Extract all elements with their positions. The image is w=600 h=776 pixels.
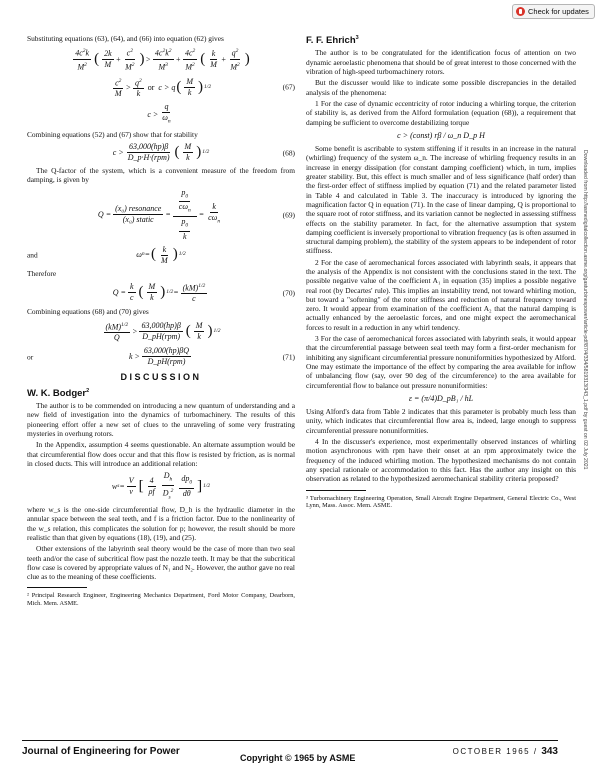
ehrich-para-4: Using Alford's data from Table 2 indicates that this parameter is probably much less than unity, which indicates that circumferential flow area is, indeed, large enough to suppress circumferential pressure nonuniformities. [306, 407, 576, 435]
check-for-updates-button[interactable] [512, 4, 595, 19]
equation-67: $\frac{c^2}{M}$ > $\frac{q^2}{k}$ or c > q ( $\frac{M}{k}$ ) 1/2 (67) [114, 76, 295, 99]
update-icon [516, 7, 525, 16]
author-ehrich: F. F. Ehrich$^3$ [306, 35, 359, 47]
bodger-para-3: where w_s is the one-side circumferential flow, D_h is the hydraulic diameter in the annular space between the seal teeth, and f is a friction factor. Due to the nonlinearity of the w_s relation, this complicates the solution for p; however, the result should be more realistic than that given by equations (18), (19), and (25). [27, 505, 295, 542]
copyright-notice: Copyright © 1965 by ASME [240, 753, 356, 763]
footnote-ehrich: ³ Turbomachinery Engineering Operation, Small Aircraft Engine Department, General Electric Co., West Lynn, Mass. Assoc. Mem. ASME. [306, 494, 576, 510]
equation-69: Q = $\frac{\text{(x₀) resonance}}{\text{(x₀) static}}$ = $\frac{\frac{p_0}{c\omega_n}}{\frac{p_0}{k}}$ = $\frac{k}{c\omega_n}$ (69) [97, 187, 295, 241]
download-sidenote: Downloaded from http://asmedigitalcollection.asme.org/gasturbinespower/article-pdf/87/4/334/5819313/343_1.pdf by guest on 02 July 2021 [582, 150, 588, 470]
equation-omega: and ω n = ( $\frac{k}{M}$ ) 1/2 [27, 244, 186, 265]
ehrich-point-3: 3 For the case of aeromechanical forces associated with labyrinth seals, it would appear that the circumferential passage between seal teeth may form a first-order mechanism for inhibiting any significant circumferential pressure nonuniformities hypothesized by Alford. One may estimate the importance of the effect by comparing the area available for inflow of unbalancing flow (say, over 90 deg of the circumference) to the area available for circumferential flow to balance out pressure nonuniformities: [306, 334, 576, 390]
eq71-den2: D_pH(rpm) [147, 357, 186, 367]
ehrich-para-2: But the discusser would like to indicate some possible discrepancies in the detailed analysis of the phenomena: [306, 78, 576, 97]
and-label: and [27, 250, 38, 260]
eq67-number: (67) [282, 82, 295, 92]
page-info [453, 746, 558, 757]
issue-date: OCTOBER 1965 [452, 747, 531, 756]
ehrich-point-2: 2 For the case of aeromechanical forces associated with labyrinth seals, it appears that the analysis of the Appendix is not consistent with the conclusions stated in the text. The possible negative value of the coefficient A₁ in equation (35) implies a possible negative real root (by Decartes' rule). This implies an instability trend, not toward whirling motion, but toward a "softening" of the rotor stiffness and reduction of natural frequency toward zero. It would appear from examination of the coefficient A₂ that the natural damping is actually enhanced by the aeroelastic forces, and one might expect the aeromechanical forces to result in a reduction in any whirl tendency. [306, 257, 576, 332]
bodger-para-4: Other extensions of the labyrinth seal theory would be the case of more than two seal teeth and/or the case of subcritical flow past the nozzle teeth. It may be that the subcritical flow case is covered by appropriate values of N₁ and N₂. However, the author gave no real clue as to the meaning of these coefficients. [27, 544, 295, 582]
page-separator: / [533, 747, 538, 756]
equation-71a: $\frac{(kM)^{1/2}}{Q}$ > $\frac{63,000(hp)\beta}{\text{D\_pH(rpm)}}$ ( $\frac{M}{k}$ ) 1/2 [105, 321, 221, 343]
eq71-den: D_pH(rpm) [142, 332, 181, 342]
bodger-para-2: In the Appendix, assumption 4 seems questionable. An alternate assumption would be that circumferential flow does occur and that this flow is resisted by friction, as is normal in closed ducts. This will introduce an additional relation: [27, 440, 295, 468]
page-number: 343 [541, 746, 558, 757]
eq70-number: (70) [282, 288, 295, 298]
ehrich-para-1: The author is to be congratulated for the identification focus of attention on two dynamic aeroelastic phenomena that should be of great interest to those concerned with the vibration of high-speed turbomachinery rotors. [306, 48, 576, 77]
eq68-num: 63,000(hp)β [128, 142, 169, 152]
therefore-label: Therefore [27, 268, 57, 278]
equation-70: Q = $\frac{k}{c}$ ( $\frac{M}{k}$ ) 1/2 = $\frac{(kM)^{1/2}}{c}$ (70) [112, 282, 295, 304]
bodger-para-1: The author is to be commended on introducing a new quantum of understanding and a new field of investigation into the dynamics of turbomachinery. The results of this pioneering effort offer a new set of clues to the unraveling of some very frustrating mysteries in overhung rotors. [27, 401, 295, 439]
left-qfactor-text: The Q-factor of the system, which is a convenient measure of the freedom from damping, is given by [27, 166, 295, 185]
eq69-num: (x₀) resonance [115, 204, 162, 214]
equation-67-block [27, 46, 295, 127]
left-stability-text: Combining equations (52) and (67) show that for stability [27, 129, 198, 139]
or-label: or [27, 352, 34, 362]
author-bodger: W. K. Bodger$^2$ [27, 387, 90, 399]
equation-67c: c > $\frac{q}{\omega_n}$ [147, 102, 171, 125]
eq69-number: (69) [282, 209, 295, 219]
footer-rule [22, 740, 558, 741]
journal-title: Journal of Engineering for Power [22, 746, 180, 757]
equation-ws: w s = $\frac{V}{v}$ [ $\frac{4}{\rho f}$ $\frac{D_h}{D_s^2}$ $\frac{dp_0}{d\theta}$ ] 1/2 [111, 471, 211, 501]
left-intro-text: Substituting equations (63), (64), and (66) into equation (62) gives [27, 34, 224, 43]
ehrich-para-3: Some benefit is ascribable to system stiffening if it results in an increase in the natural (whirling) frequency of the system ω_n. The increase of whirling frequency results in an increase in energy dissipation (for constant damping coefficient) which, in turn, implies greater stability. But, this effect is much smaller and of less significance (half order) than the first-order effect of stiffness implied by equation (71) and the related parameter listed in Table 4 and calculated in Table 3. The inaccuracy is introduced by ignoring the magnification factor Q in equation (71). In the case of linear damping, Q is proportional to the square root of rotor stiffness, and its variation cannot be neglected in assessing stiffness effects on the stability parameter. In fact, for the alternative assumption that system damping coefficient is inversely proportional to vibration frequency (as is often assumed in structural damping problem), the stability of the system appears to be independent of rotor stiffness. [306, 144, 576, 256]
equation-71: or k > $\frac{63,000(hp)\beta Q}{\text{D\_pH(rpm)}}$ (71) [27, 346, 295, 367]
check-for-updates-label: Check for updates [528, 7, 589, 16]
footnote-bodger: ² Principal Research Engineer, Engineering Mechanics Department, Ford Motor Company, Dearborn, Mich. Mem. ASME. [27, 592, 295, 608]
equation-epsilon: ε = (π/4)D_pB₁ / hL [408, 393, 474, 403]
discussion-heading: DISCUSSION [120, 372, 202, 383]
right-column [306, 34, 576, 510]
footnote-rule-left [27, 587, 87, 588]
eq71-num: 63,000(hp)β [141, 321, 181, 331]
eq71-num2: 63,000(hp)βQ [143, 346, 190, 356]
eq67-or: or [147, 82, 155, 92]
ehrich-point-4: 4 In the discusser's experience, most experimentally observed instances of whirling motion asynchronous with rpm have their onset at an rpm approximately twice the frequency of the induced whirling motion. The hypothesized mechanisms do not contain any special rationale or accommodation to this fact. Has the author any insight on this observation as related to the hypothesized aeromechanical stability criteria proposed? [306, 437, 576, 484]
footnote-rule-right [306, 490, 366, 491]
left-combining-text: Combining equations (68) and (70) gives [27, 307, 149, 317]
equation-stability-criterion: c > (const) rβ / ω_n D_p H [397, 130, 485, 140]
equation-67a: $\frac{4c^2k}{M^2}$ ( $\frac{2k}{M}$ + $\frac{c^2}{M^2}$ ) > $\frac{4c^2k^2}{M^3}$ + $\frac{4c^2}{M^2}$ ( $\frac{k}{M}$ + $\frac{q^2}{M^2}$ ) [75, 48, 250, 72]
eq71-number: (71) [282, 352, 295, 362]
equation-68: c > $\frac{63,000(hp)\beta}{\text{D\_p·H·(rpm)}}$ ( $\frac{M}{k}$ ) 1/2 (68) [112, 142, 295, 163]
eq68-number: (68) [282, 148, 295, 158]
eq69-den: (x₀) static [122, 215, 154, 225]
ehrich-point-1: 1 For the case of dynamic eccentricity of rotor inducing a whirling torque, the criterion of stability is, as derived from the Alford formulation (equation (68)), a requirement that damping be sufficient to overcome destabilizing torque [306, 98, 576, 127]
left-column [27, 34, 295, 608]
eq68-den: D_p·H·(rpm) [127, 153, 170, 163]
